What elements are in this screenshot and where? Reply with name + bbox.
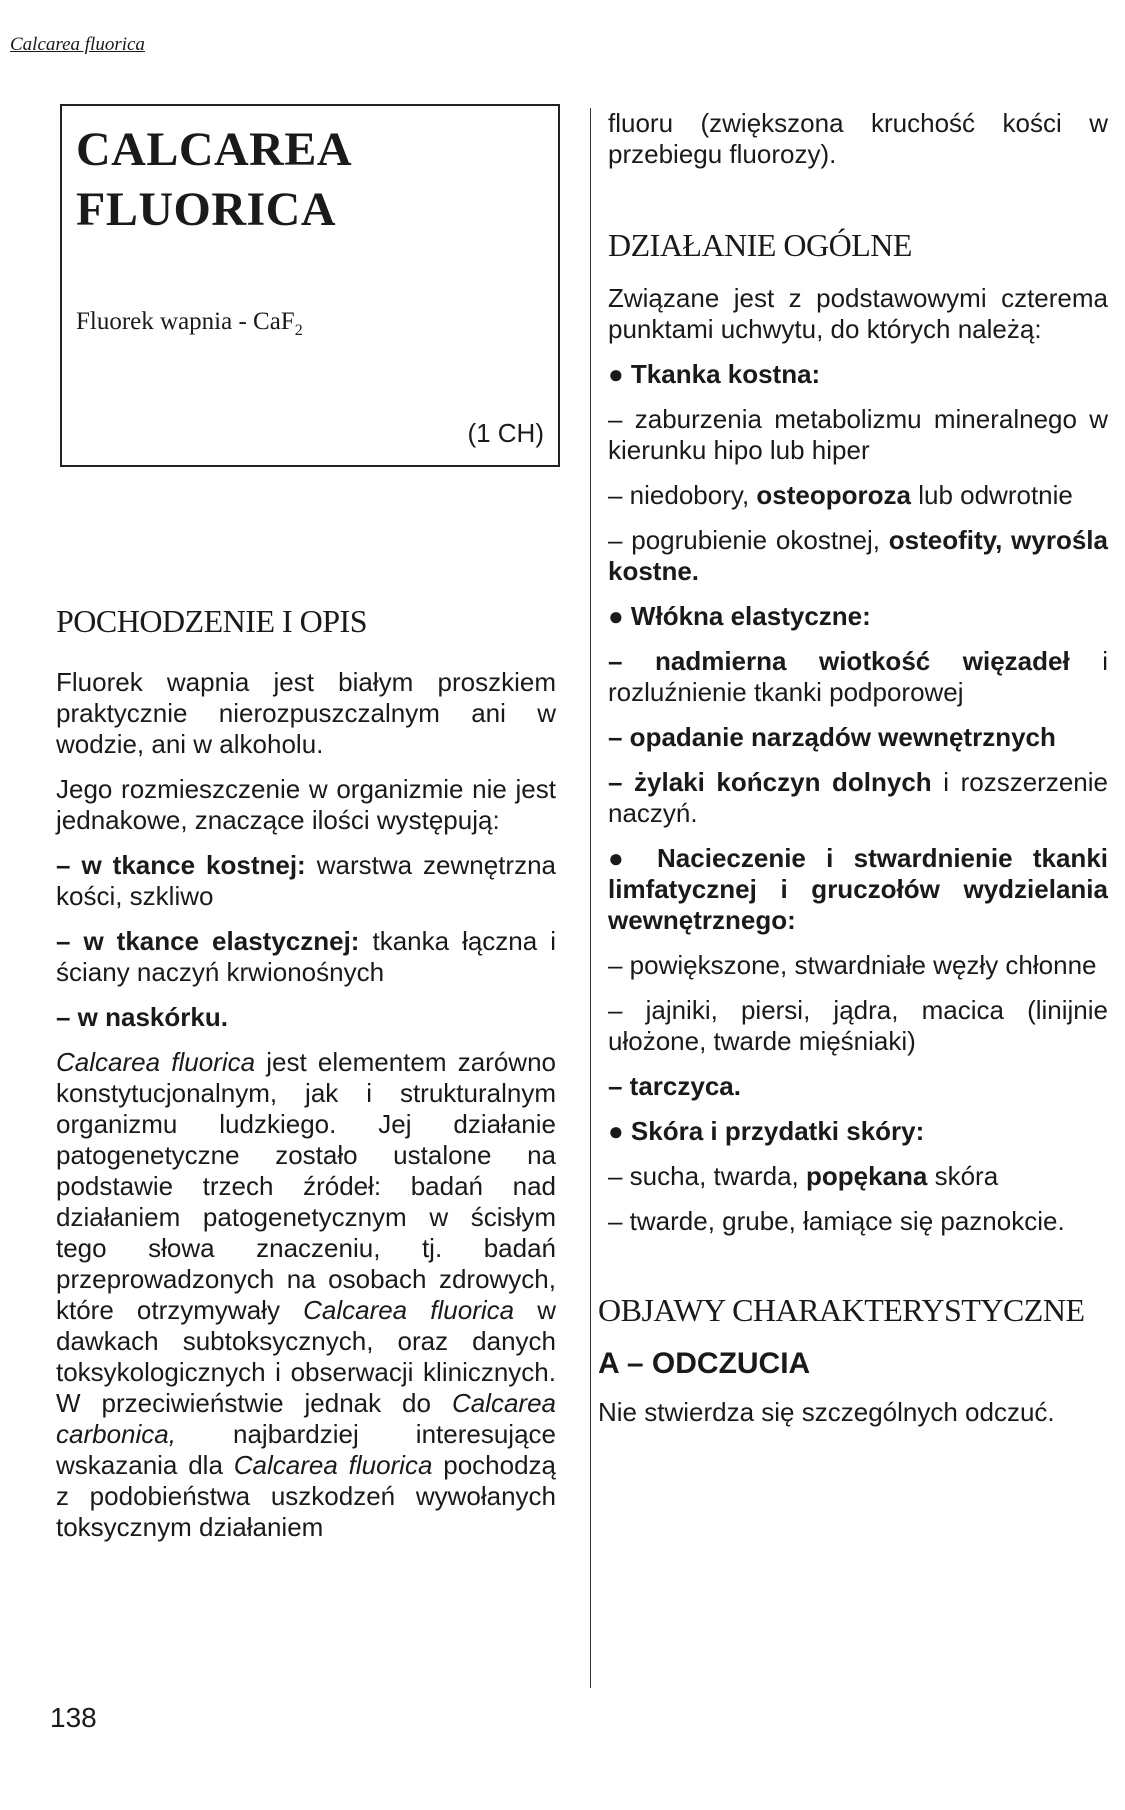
list-item: – powiększone, stwardniałe węzły chłonne — [608, 950, 1097, 980]
list-item-text: tkanka łączna i ściany naczyń krwionośnych — [56, 926, 556, 987]
text-run: – pogrubienie okostnej, — [608, 525, 889, 555]
title-line-2: FLUORICA — [76, 183, 337, 236]
chemical-formula — [76, 308, 303, 340]
paragraph: Związane jest z podstawowymi czterema punktami uchwytu, do których należą: — [608, 283, 1108, 344]
list-item: – opadanie narządów wewnętrznych — [608, 722, 1056, 752]
remedy-name: Calcarea fluorica — [56, 1047, 256, 1077]
list-item — [608, 525, 1108, 587]
formula-text: Fluorek wapnia - CaF — [76, 308, 295, 335]
list-item: – zaburzenia metabolizmu mineralnego w kierunku hipo lub hiper — [608, 404, 1108, 465]
list-item — [608, 646, 1108, 708]
running-head: Calcarea fluorica — [10, 34, 145, 55]
left-column — [56, 603, 557, 1543]
right-column — [598, 108, 1108, 1428]
list-item: – jajniki, piersi, jądra, macica (linijnie ułożone, twarde mięśniaki) — [608, 995, 1108, 1056]
column-divider — [590, 108, 591, 1688]
title-line-1: CALCAREA — [76, 123, 353, 176]
text-run: w dawkach subtoksycznych, oraz danych toksykologicznych i obserwacji klinicznych. W przeciwieństwie jednak do — [56, 1295, 557, 1418]
bullet-heading: ● Skóra i przydatki skóry: — [608, 1116, 925, 1146]
subsection-heading: A – ODCZUCIA — [598, 1347, 811, 1380]
paragraph: fluoru (zwiększona kruchość kości w przebiegu fluorozy). — [608, 108, 1108, 169]
remedy-name: Calcarea fluorica — [233, 1450, 433, 1480]
text-run: lub odwrotnie — [910, 480, 1073, 510]
paragraph: Jego rozmieszczenie w organizmie nie jest jednakowe, znaczące ilości występują: — [56, 774, 556, 835]
remedy-name: Calcarea fluorica — [303, 1295, 515, 1325]
bold-term: popękana — [806, 1161, 928, 1191]
paragraph: Nie stwierdza się szczególnych odczuć. — [598, 1397, 1055, 1427]
bullet-heading: ● Tkanka kostna: — [608, 359, 821, 389]
section-heading-objawy: OBJAWY CHARAKTERYSTYCZNE — [598, 1292, 1085, 1328]
list-item — [608, 767, 1108, 829]
bold-term: – żylaki kończyn dolnych — [608, 767, 932, 797]
paragraph: Fluorek wapnia jest białym proszkiem praktycznie nierozpuszczalnym ani w wodzie, ani w alkoholu. — [56, 667, 556, 759]
text-run: skóra — [927, 1161, 999, 1191]
list-item — [608, 1161, 1108, 1192]
list-item — [56, 850, 556, 912]
formula-subscript: 2 — [294, 322, 303, 339]
list-item-bold: – w tkance elastycznej: — [56, 926, 360, 956]
section-heading-pochodzenie: POCHODZENIE I OPIS — [56, 603, 367, 639]
bullet-heading: ● Nacieczenie i stwardnienie tkanki limfatycznej i gruczołów wydzielania wewnętrznego: — [608, 843, 1108, 935]
potency-label: (1 CH) — [467, 418, 544, 448]
list-item-bold: – w tkance kostnej: — [56, 850, 306, 880]
bold-term: osteoporoza — [756, 480, 911, 510]
list-item-text: warstwa zewnętrzna kości, szkliwo — [56, 850, 557, 911]
list-item — [608, 480, 1108, 511]
list-item: – tarczyca. — [608, 1071, 741, 1101]
text-run: pochodzą z podobieństwa uszkodzeń wywołanych toksycznym działaniem — [56, 1450, 556, 1542]
section-heading-dzialanie: DZIAŁANIE OGÓLNE — [608, 227, 912, 263]
list-item-bold: – w naskórku. — [56, 1002, 228, 1032]
paragraph — [56, 1047, 556, 1543]
monograph-title — [76, 120, 352, 240]
remedy-name: Calcarea carbonica, — [56, 1388, 556, 1449]
text-run: najbardziej interesujące wskazania dla — [56, 1419, 556, 1480]
bullet-heading: ● Włókna elastyczne: — [608, 601, 871, 631]
title-box — [60, 104, 560, 467]
text-run: jest elementem zarówno konstytucjonalnym, jak i strukturalnym organizmu ludzkiego. Jej działanie patogenetyczne zostało ustalone na podstawie trzech źródeł: badań nad działaniem patogenetycznym w ścisłym tego słowa znaczeniu, tj. badań przeprowadzonych na osobach zdrowych, które otrzymywały — [56, 1047, 556, 1325]
list-item — [56, 926, 556, 988]
page-number: 138 — [50, 1702, 97, 1733]
text-run: i rozluźnienie tkanki podporowej — [608, 646, 1108, 707]
text-run: i rozszerzenie naczyń. — [608, 767, 1108, 828]
text-run: – niedobory, — [608, 480, 757, 510]
list-item — [56, 1002, 556, 1033]
bold-term: osteofity, wyrośla kostne. — [608, 525, 1108, 586]
text-run: – sucha, twarda, — [608, 1161, 806, 1191]
list-item: – twarde, grube, łamiące się paznokcie. — [608, 1206, 1065, 1236]
bold-term: – nadmierna wiotkość więzadeł — [608, 646, 1070, 676]
